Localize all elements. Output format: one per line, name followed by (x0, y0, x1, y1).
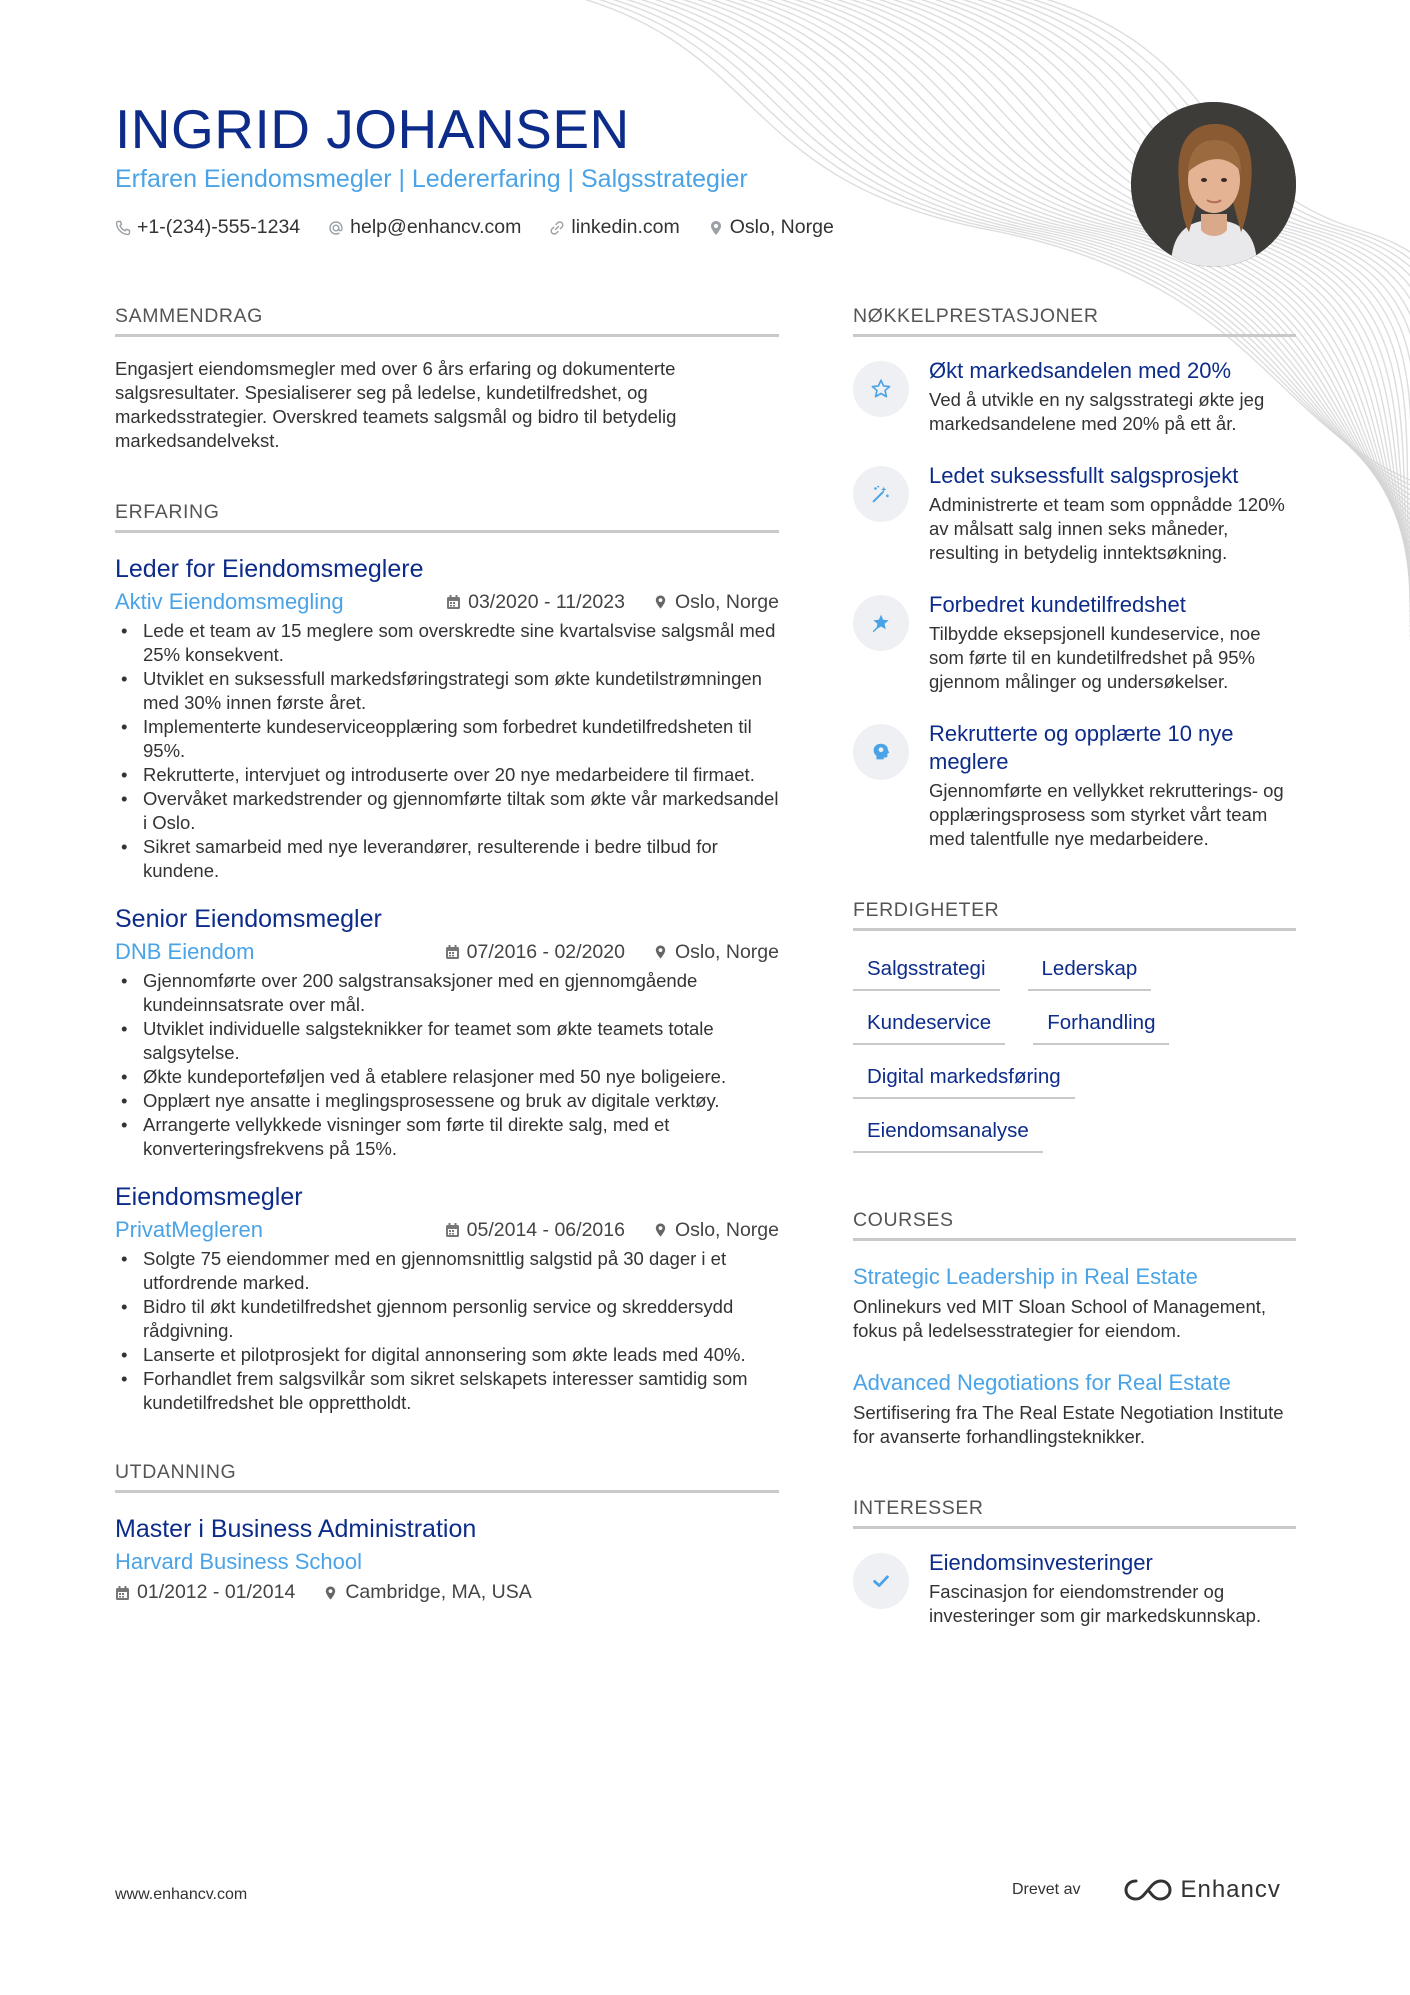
interests-section (853, 1497, 1296, 1628)
contact-email[interactable] (328, 216, 521, 239)
experience-entry (115, 1181, 779, 1415)
location-pin-icon (323, 1585, 338, 1601)
education-meta (115, 1581, 779, 1604)
course-desc: Onlinekurs ved MIT Sloan School of Management, fokus på ledelsesstrategier for eiendom. (853, 1296, 1267, 1341)
interest-item (853, 1549, 1296, 1628)
skill-tag: Salgsstrategi (853, 957, 1000, 991)
location-pin-icon (653, 944, 668, 960)
achievement-title: Rekrutterte og opplærte 10 nye meglere (929, 721, 1234, 774)
job-location: Oslo, Norge (674, 1218, 779, 1241)
star-badge-icon (853, 595, 909, 651)
courses-section (853, 1209, 1296, 1449)
experience-entry (115, 553, 779, 883)
list-item: • Implementerte kundeserviceopplæring som forbedret kundetilfredsheten til 95%. (115, 715, 779, 763)
profile-photo (1131, 102, 1296, 267)
course-title: Advanced Negotiations for Real Estate (853, 1370, 1231, 1395)
skill-tag: Lederskap (1028, 957, 1152, 991)
education-section (115, 1461, 779, 1604)
list-item: • Overvåket markedstrender og gjennomførte tiltak som økte vår markedsandel i Oslo. (115, 787, 779, 835)
job-role: Senior Eiendomsmegler (115, 905, 382, 933)
job-meta (115, 589, 779, 615)
infinity-logo-icon (1124, 1877, 1172, 1903)
achievement-title: Forbedret kundetilfredshet (929, 592, 1186, 617)
footer-branding (1012, 1876, 1281, 1904)
list-item: • Utviklet en suksessfull markedsføringstrategi som økte kundetilstrømningen med 30% innen første året. (115, 667, 779, 715)
skills-list (853, 957, 1253, 1153)
job-company: PrivatMegleren (115, 1217, 263, 1242)
right-column (853, 305, 1296, 1628)
achievement-desc: Administrerte et team som oppnådde 120% av målsatt salg innen seks måneder, resulting in betydelig inntektsøkning. (929, 494, 1285, 563)
job-role: Eiendomsmegler (115, 1183, 303, 1211)
list-item: • Gjennomførte over 200 salgstransaksjoner med en gjennomgående kundeinnsatsrate over mål. (115, 969, 779, 1017)
left-column (115, 305, 779, 1604)
brand-name: Enhancv (1180, 1876, 1281, 1903)
job-bullets (115, 619, 779, 883)
experience-heading: ERFARING (115, 501, 779, 533)
job-company: DNB Eiendom (115, 939, 255, 964)
resume-header (115, 98, 834, 239)
course-item (853, 1263, 1296, 1343)
footer-website[interactable]: www.enhancv.com (115, 1886, 248, 1903)
skill-tag: Kundeservice (853, 1011, 1005, 1045)
job-bullets (115, 1247, 779, 1415)
course-item (853, 1369, 1296, 1449)
job-location: Oslo, Norge (674, 940, 779, 963)
job-meta (115, 1217, 779, 1243)
linkedin-text: linkedin.com (571, 216, 680, 239)
checkmark-icon (853, 1553, 909, 1609)
education-heading: UTDANNING (115, 1461, 779, 1493)
phone-icon (115, 220, 131, 236)
achievement-title: Ledet suksessfullt salgsprosjekt (929, 463, 1239, 488)
list-item: • Økte kundeporteføljen ved å etablere relasjoner med 50 nye boligeiere. (115, 1065, 779, 1089)
list-item: • Utviklet individuelle salgsteknikker for teamet som økte teamets totale salgsytelse. (115, 1017, 779, 1065)
achievements-heading: NØKKELPRESTASJONER (853, 305, 1296, 337)
powered-by-label: Drevet av (1012, 1881, 1081, 1898)
job-company: Aktiv Eiendomsmegling (115, 589, 344, 614)
skill-tag: Digital markedsføring (853, 1065, 1075, 1099)
calendar-icon (445, 1222, 460, 1238)
achievement-title: Økt markedsandelen med 20% (929, 358, 1232, 383)
job-bullets (115, 969, 779, 1161)
list-item: • Lede et team av 15 meglere som overskredte sine kvartalsvise salgsmål med 25% konsekvent. (115, 619, 779, 667)
location-pin-icon (708, 220, 724, 236)
job-dates: 07/2016 - 02/2020 (466, 940, 625, 963)
degree-title: Master i Business Administration (115, 1515, 477, 1543)
contact-linkedin[interactable] (549, 216, 679, 239)
skills-heading: FERDIGHETER (853, 899, 1296, 931)
contact-phone[interactable] (115, 216, 300, 239)
skills-section (853, 899, 1296, 1153)
list-item: • Forhandlet frem salgsvilkår som sikret selskapets interesser samtidig som kundetilfredshet ble opprettholdt. (115, 1367, 779, 1415)
location-pin-icon (653, 594, 668, 610)
job-dates: 05/2014 - 06/2016 (466, 1218, 625, 1241)
head-icon (853, 724, 909, 780)
email-text: help@enhancv.com (350, 216, 522, 239)
courses-heading: COURSES (853, 1209, 1296, 1241)
experience-section (115, 501, 779, 1415)
summary-heading: SAMMENDRAG (115, 305, 779, 337)
brand-logo[interactable] (1124, 1876, 1280, 1904)
achievement-item (853, 591, 1296, 694)
course-desc: Sertifisering fra The Real Estate Negotiation Institute for avanserte forhandlingsteknikker. (853, 1402, 1284, 1447)
interests-heading: INTERESSER (853, 1497, 1296, 1529)
summary-section (115, 305, 779, 453)
course-title: Strategic Leadership in Real Estate (853, 1264, 1198, 1289)
skill-tag: Eiendomsanalyse (853, 1119, 1043, 1153)
candidate-name: INGRID JOHANSEN (115, 98, 630, 160)
list-item: • Arrangerte vellykkede visninger som førte til direkte salg, med et konverteringsfrekvens på 15%. (115, 1113, 779, 1161)
list-item: • Sikret samarbeid med nye leverandører, resulterende i bedre tilbud for kundene. (115, 835, 779, 883)
calendar-icon (115, 1585, 130, 1601)
school-name: Harvard Business School (115, 1549, 363, 1574)
candidate-headline: Erfaren Eiendomsmegler | Ledererfaring | Salgsstrategier (115, 165, 748, 194)
education-location: Cambridge, MA, USA (345, 1581, 532, 1603)
education-dates: 01/2012 - 01/2014 (137, 1581, 296, 1603)
job-location: Oslo, Norge (674, 590, 779, 613)
list-item: • Lanserte et pilotprosjekt for digital annonsering som økte leads med 40%. (115, 1343, 779, 1367)
star-icon (853, 361, 909, 417)
location-text: Oslo, Norge (729, 216, 834, 239)
achievement-desc: Ved å utvikle en ny salgsstrategi økte jeg markedsandelene med 20% på ett år. (929, 389, 1265, 434)
list-item: • Bidro til økt kundetilfredshet gjennom personlig service og skreddersydd rådgivning. (115, 1295, 779, 1343)
achievement-desc: Tilbydde eksepsjonell kundeservice, noe som førte til en kundetilfredshet på 95% gjennom målinger og undersøkelser. (929, 623, 1261, 692)
at-sign-icon (328, 220, 344, 236)
job-dates: 03/2020 - 11/2023 (468, 590, 625, 613)
achievement-desc: Gjennomførte en vellykket rekrutterings- og opplæringsprosess som styrket vårt team med talentfulle nye medarbeidere. (929, 780, 1284, 849)
achievements-section (853, 305, 1296, 851)
interest-title: Eiendomsinvesteringer (929, 1550, 1153, 1575)
experience-entry (115, 903, 779, 1161)
achievement-item (853, 462, 1296, 565)
profile-photo-portrait (1131, 102, 1296, 267)
contact-location (708, 216, 834, 239)
contact-row (115, 216, 834, 239)
education-entry (115, 1513, 779, 1604)
list-item: • Solgte 75 eiendommer med en gjennomsnittlig salgstid på 30 dager i et utfordrende marked. (115, 1247, 779, 1295)
list-item: • Rekrutterte, intervjuet og introduserte over 20 nye medarbeidere til firmaet. (115, 763, 779, 787)
job-meta (115, 939, 779, 965)
location-pin-icon (653, 1222, 668, 1238)
summary-text: Engasjert eiendomsmegler med over 6 års erfaring og dokumenterte salgsresultater. Spesialiserer seg på ledelse, kundetilfredshet, og markedsstrategier. Overskred teamets salgsmål og bidro til betydelig markedsandelvekst. (115, 358, 677, 451)
magic-wand-icon (853, 466, 909, 522)
job-role: Leder for Eiendomsmeglere (115, 555, 424, 583)
calendar-icon (445, 944, 460, 960)
skill-tag: Forhandling (1033, 1011, 1169, 1045)
calendar-icon (446, 594, 461, 610)
achievement-item (853, 357, 1296, 436)
interest-desc: Fascinasjon for eiendomstrender og investeringer som gir markedskunnskap. (929, 1581, 1262, 1626)
link-icon (549, 220, 565, 236)
phone-text: +1-(234)-555-1234 (137, 216, 301, 239)
achievement-item (853, 720, 1296, 851)
list-item: • Opplært nye ansatte i meglingsprosessene og bruk av digitale verktøy. (115, 1089, 779, 1113)
